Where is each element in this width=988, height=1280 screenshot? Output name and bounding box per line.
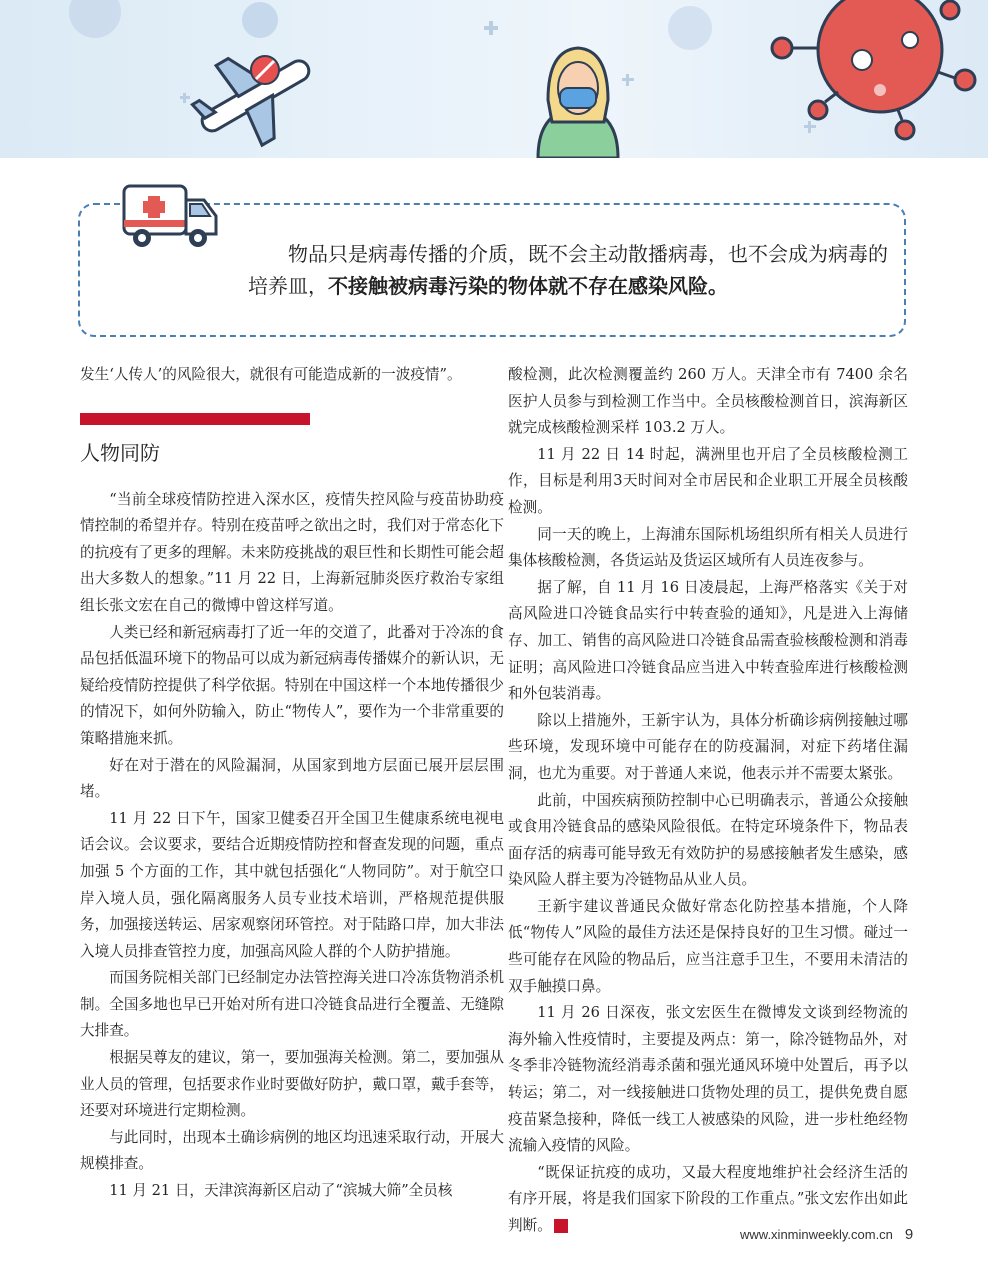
header-banner (0, 0, 988, 158)
paragraph: 同一天的晚上，上海浦东国际机场组织所有相关人员进行集体核酸检测，各货运站及货运区域所有人员连夜参与。 (508, 525, 908, 570)
pull-quote (248, 238, 888, 302)
paragraph: “当前全球疫情防控进入深水区，疫情失控风险与疫苗协助疫情控制的希望并存。特别在疫苗呼之欲出之时，我们对于常态化下的抗疫有了更多的理解。未来防疫挑战的艰巨性和长期性可能会超出大多数人的想象。”11 月 22 日，上海新冠肺炎医疗救治专家组组长张文宏在自己的微博中曾这样写道。 (80, 490, 504, 614)
masked-person-icon (538, 48, 618, 158)
paragraph: 此前，中国疾病预防控制中心已明确表示，普通公众接触或食用冷链食品的感染风险很低。在特定环境条件下，物品表面存活的病毒可能导致无有效防护的易感接触者发生感染，感染风险人群主要为冷链物品从业人员。 (508, 791, 908, 889)
paragraph: 与此同时，出现本土确诊病例的地区均迅速采取行动，开展大规模排查。 (80, 1128, 504, 1173)
section-title: 人物同防 (80, 440, 160, 465)
end-mark-icon: 民 (554, 1219, 568, 1233)
page-footer (740, 1226, 913, 1243)
left-column (80, 362, 504, 1205)
paragraph: 王新宇建议普通民众做好常态化防控基本措施，个人降低“物传人”风险的最佳方法还是保持良好的卫生习惯。碰过一些可能存在风险的物品后，应当注意手卫生，不要用未清洁的双手触摸口鼻。 (508, 897, 908, 995)
paragraph: 根据吴尊友的建议，第一，要加强海关检测。第二，要加强从业人员的管理，包括要求作业时要做好防护，戴口罩，戴手套等，还要对环境进行定期检测。 (80, 1049, 504, 1120)
footer-url[interactable]: www.xinminweekly.com.cn (740, 1227, 893, 1242)
paragraph: 据了解，自 11 月 16 日凌晨起，上海严格落实《关于对高风险进口冷链食品实行中转查验的通知》，凡是进入上海储存、加工、销售的高风险进口冷链食品需查验核酸检测和消毒证明；高风险进口冷链食品应当进入中转查验库进行核酸检测和外包装消毒。 (508, 578, 908, 703)
section-bar (80, 413, 310, 425)
page-number: 9 (904, 1226, 914, 1243)
paragraph: 而国务院相关部门已经制定办法管控海关进口冷冻货物消杀机制。全国多地也早已开始对所有进口冷链食品进行全覆盖、无缝隙大排查。 (80, 969, 504, 1040)
paragraph: 11 月 22 日下午，国家卫健委召开全国卫生健康系统电视电话会议。会议要求，要结合近期疫情防控和督查发现的问题，重点加强 5 个方面的工作，其中就包括强化“人物同防”。对于航空口岸入境人员，强化隔离服务人员专业技术培训，严格规范提供服务，加强接送转运、居家观察闭环管控。对于陆路口岸，加大非法入境人员排查管控力度，加强高风险人群的个人防护措施。 (80, 809, 504, 960)
virus-icon (772, 0, 975, 139)
right-column (508, 362, 908, 1240)
right-lead: 酸检测，此次检测覆盖约 260 万人。天津全市有 7400 余名医护人员参与到检测工作当中。全员核酸检测首日，滨海新区就完成核酸检测采样 103.2 万人。 (508, 366, 908, 437)
pull-quote-bold: 不接触被病毒污染的物体就不存在感染风险。 (328, 274, 728, 298)
left-lead: 发生‘人传人’的风险很大，就很有可能造成新的一波疫情”。 (80, 366, 462, 383)
paragraph: 人类已经和新冠病毒打了近一年的交道了，此番对于冷冻的食品包括低温环境下的物品可以成为新冠病毒传播媒介的新认识，无疑给疫情防控提供了科学依据。特别在中国这样一个本地传播很少的情况下，如何外防输入，防止“物传人”，要作为一个非常重要的策略措施来抓。 (80, 623, 504, 747)
paragraph: 除以上措施外，王新宇认为，具体分析确诊病例接触过哪些环境，发现环境中可能存在的防疫漏洞，对症下药堵住漏洞，也尤为重要。对于普通人来说，他表示并不需要太紧张。 (508, 711, 908, 782)
no-flight-airplane-icon (181, 26, 331, 158)
paragraph: 11 月 26 日深夜，张文宏医生在微博发文谈到经物流的海外输入性疫情时，主要提及两点：第一，除冷链物品外，对冬季非冷链物流经消毒杀菌和强光通风环境中处置后，再予以转运；第二，对一线接触进口货物处理的员工，提供免费自愿疫苗紧急接种，降低一线工人被感染的风险，进一步杜绝经物流输入疫情的风险。 (508, 1004, 908, 1155)
paragraph: 11 月 22 日 14 时起，满洲里也开启了全员核酸检测工作，目标是利用3天时间对全市居民和企业职工开展全员核酸检测。 (508, 445, 908, 516)
paragraph: 好在对于潜在的风险漏洞，从国家到地方层面已展开层层围堵。 (80, 756, 504, 801)
paragraph: 11 月 21 日，天津滨海新区启动了“滨城大筛”全员核 (109, 1182, 453, 1200)
pull-quote-normal: 物品只是病毒传播的介质，既不会主动散播病毒，也不会成为病毒的培养皿， (248, 242, 888, 298)
closing-text: “既保证抗疫的成功，又最大程度地维护社会经济生活的有序开展，将是我们国家下阶段的工作重点。”张文宏作出如此判断。 (508, 1163, 908, 1234)
ambulance-icon (120, 182, 220, 254)
